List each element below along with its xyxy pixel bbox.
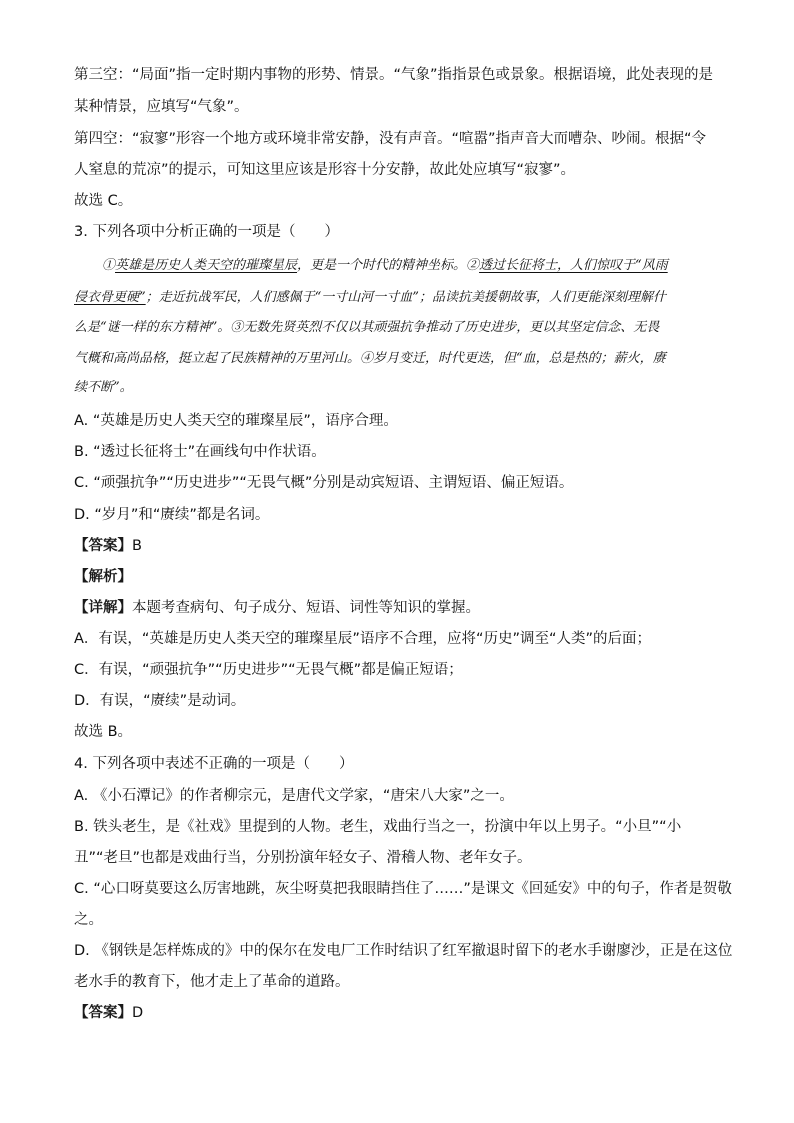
answer-value: D — [132, 1005, 144, 1021]
passage-fragment: ① — [102, 258, 116, 273]
option-c: C. “心口呀莫要这么厉害地跳，灰尘呀莫把我眼睛挡住了……”是课文《回延安》中的句子，作者是贺敬 — [74, 881, 732, 897]
text-line: 故选 B。 — [74, 724, 133, 740]
option-b: B. 铁头老生，是《社戏》里提到的人物。老生，戏曲行当之一，扮演中年以上男子。“小旦”“小 — [74, 819, 682, 835]
underlined-sentence: 英雄是历史人类天空的璀璨星辰 — [115, 258, 298, 273]
analysis-line — [74, 567, 132, 587]
answer-tag: 【答案】 — [74, 1005, 132, 1021]
analysis-tag: 【解析】 — [74, 569, 132, 585]
underlined-sentence: 透过长征将士，人们惊叹于“风雨 — [479, 258, 668, 273]
option-d-cont: 老水手的教育下，他才走上了革命的道路。 — [74, 974, 350, 990]
passage-line: 么是“谜一样的东方精神”。③无数先贤英烈不仅以其顽强抗争推动了历史进步，更以其坚定信念、无畏 — [74, 320, 660, 335]
option-d: D. “岁月”和“赓续”都是名词。 — [74, 507, 270, 523]
passage-line — [74, 288, 666, 308]
explanation-d: D．有误，“赓续”是动词。 — [74, 693, 246, 709]
answer-tag: 【答案】 — [74, 538, 132, 554]
explanation-a: A．有误，“英雄是历史人类天空的璀璨星辰”语序不合理，应将“历史”调至“人类”的后面； — [74, 631, 651, 647]
option-a: A. 《小石潭记》的作者柳宗元，是唐代文学家，“唐宋八大家”之一。 — [74, 788, 514, 804]
question-4-stem: 4. 下列各项中表述不正确的一项是（ ） — [74, 756, 354, 772]
text-line: 故选 C。 — [74, 193, 133, 209]
detail-tag: 【详解】 — [74, 600, 132, 616]
passage-line: 续不断”。 — [74, 380, 133, 395]
option-d: D. 《钢铁是怎样炼成的》中的保尔在发电厂工作时结识了红军撤退时留下的老水手谢廖沙，正是在这位 — [74, 943, 733, 959]
explanation-c: C．有误，“顽强抗争”“历史进步”“无畏气概”都是偏正短语； — [74, 662, 463, 678]
passage-line — [102, 256, 668, 276]
passage-fragment: ，更是一个时代的精神坐标。② — [297, 258, 480, 273]
underlined-sentence: 侵衣骨更硬” — [74, 290, 146, 305]
option-a: A. “英雄是历史人类天空的璀璨星辰”，语序合理。 — [74, 413, 398, 429]
answer-value: B — [132, 538, 142, 554]
option-b: B. “透过长征将士”在画线句中作状语。 — [74, 444, 326, 460]
text-line: 第三空：“局面”指一定时期内事物的形势、情景。“气象”指指景色或景象。根据语境，此处表现的是 — [74, 67, 714, 83]
option-c-cont: 之。 — [74, 912, 103, 928]
option-c: C. “顽强抗争”“历史进步”“无畏气概”分别是动宾短语、主谓短语、偏正短语。 — [74, 475, 574, 491]
text-line: 某种情景，应填写“气象”。 — [74, 99, 249, 115]
passage-line: 气概和高尚品格，挺立起了民族精神的万里河山。④岁月变迁，时代更迭，但“血，总是热的；薪火，赓 — [74, 351, 666, 366]
option-b-cont: 丑”“老旦”也都是戏曲行当，分别扮演年轻女子、滑稽人物、老年女子。 — [74, 850, 532, 866]
text-line: 第四空：“寂寥”形容一个地方或环境非常安静，没有声音。“喧嚣”指声音大而嘈杂、吵闹。根据“令 — [74, 131, 707, 147]
answer-line — [74, 1003, 143, 1023]
question-3-stem: 3. 下列各项中分析正确的一项是（ ） — [74, 224, 339, 240]
text-line: 人窒息的荒凉”的提示，可知这里应该是形容十分安静，故此处应填写“寂寥”。 — [74, 162, 576, 178]
detail-text: 本题考查病句、句子成分、短语、词性等知识的掌握。 — [132, 600, 480, 616]
passage-fragment: ；走近抗战军民，人们感佩于“一寸山河一寸血”；品读抗美援朝故事，人们更能深刻理解什 — [145, 290, 666, 305]
answer-line — [74, 536, 142, 556]
detail-line — [74, 598, 480, 618]
